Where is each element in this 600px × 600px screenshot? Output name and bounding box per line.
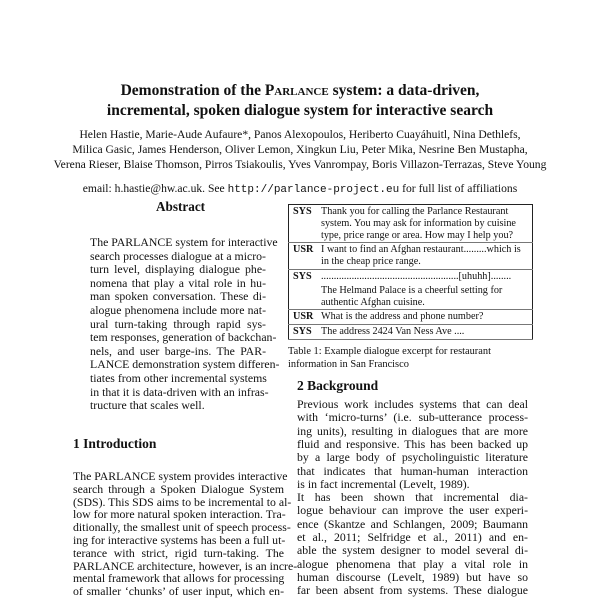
text-line: alogue phenomena that play a vital role in	[297, 556, 528, 571]
title-system-name: Parlance	[264, 82, 329, 99]
utterance-text: ......................................................[uhuhh]........	[321, 270, 512, 282]
text-line: tiates from other incremental systems	[90, 371, 267, 385]
text-line: fluid and responsive. This has been backed up	[297, 436, 528, 451]
dialogue-row	[289, 269, 533, 283]
text-line: mental framework that allows for processing	[73, 571, 285, 586]
text-line: search processes dialogue at a micro-	[90, 248, 266, 263]
text-line: (SDS). This SDS aims to be incremental to al-	[73, 494, 292, 509]
title-text: system: a data-driven,	[328, 82, 480, 99]
paper-title-line-2: incremental, spoken dialogue system for interactive search	[106, 102, 494, 119]
dialogue-row	[289, 325, 533, 340]
text-line: terance with strict, rigid turn-taking. The	[73, 545, 284, 560]
text-line: by a large body of psycholinguistic literature	[297, 450, 528, 465]
speaker-label: SYS	[289, 325, 318, 340]
text-line: tructure that scales well.	[90, 398, 205, 413]
speaker-label	[289, 284, 318, 310]
text-line: of smaller ‘chunks’ of user input, which en-	[73, 584, 284, 599]
text-line: It has been shown that incremental dia-	[297, 490, 528, 505]
speaker-label: USR	[289, 310, 318, 325]
speaker-label: SYS	[293, 270, 312, 282]
author-line: Helen Hastie, Marie-Aude Aufaure*, Panos Alexopoulos, Heriberto Cuayáhuitl, Nina Dethlefs,	[79, 128, 521, 141]
utterance-text: What is the address and phone number?	[317, 310, 533, 325]
title-text: Demonstration of the	[120, 82, 265, 99]
text-line: The PARLANCE system for interactive	[90, 235, 278, 249]
text-line: with ‘micro-turns’ (i.e. sub-utterance process-	[297, 410, 528, 425]
text-line: in that it is data-driven with an infras-	[90, 384, 269, 399]
dialogue-row	[289, 205, 533, 243]
text-line: ing for interactive systems has been a full ut-	[73, 533, 286, 547]
project-url[interactable]: http://parlance-project.eu	[227, 184, 400, 196]
section-heading-introduction: 1 Introduction	[73, 436, 157, 451]
text-line: tem responses, generation of backchan-	[90, 330, 277, 345]
dialogue-row	[289, 243, 533, 270]
text-line: ditionally, the smallest unit of speech process-	[73, 520, 291, 535]
text-line: nomena that play a vital role in hu-	[90, 275, 266, 290]
utterance-text: The Helmand Palace is a cheerful setting for authentic Afghan cuisine.	[317, 284, 533, 310]
text-line: turn level, displaying dialogue phe-	[90, 262, 266, 277]
dialogue-row	[289, 310, 533, 325]
section-heading-background: 2 Background	[297, 378, 379, 393]
text-line: nels, and user barge-ins. The PAR-	[90, 343, 266, 358]
text-line: that indicates that human-human interaction	[297, 463, 528, 478]
author-line: Milica Gasic, James Henderson, Oliver Lemon, Xingkun Liu, Peter Mika, Nesrine Ben Mustapha,	[72, 143, 528, 156]
text-line: Previous work includes systems that can deal	[297, 397, 528, 411]
utterance-text: I want to find an Afghan restaurant.........which is in the cheap price range.	[317, 243, 533, 270]
text-line: alogue phenomena include more nat-	[90, 303, 266, 317]
text-line: PARLANCE architecture, however, is an incre-	[73, 558, 298, 573]
text-line: low for more natural spoken interaction. Tra-	[73, 507, 286, 522]
text-line: search through a Spoken Dialogue System	[73, 481, 284, 496]
text-line: ence (Skantze and Schlangen, 2009; Baumann	[297, 516, 528, 531]
contact-line	[0, 182, 600, 196]
utterance-text: Thank you for calling the Parlance Restaurant system. You may ask for information by cuisine type, price range or area. How may I help you?	[317, 205, 533, 243]
speaker-label: USR	[289, 243, 318, 270]
text-line: logue behaviour can improve the user experi-	[297, 503, 528, 518]
text-line: man spoken conversation. These di-	[90, 289, 266, 304]
text-line: The PARLANCE system provides interactive	[73, 469, 288, 483]
dialogue-row	[289, 284, 533, 310]
text-line: ural turn-taking through rapid sys-	[90, 316, 266, 331]
text-line: human discourse (Levelt, 1989) but have so	[297, 569, 528, 584]
contact-email: email: h.hastie@hw.ac.uk. See	[82, 182, 228, 195]
text-line: far been absent from systems. These dialogue	[297, 583, 528, 598]
paper-title-line-1	[0, 82, 600, 100]
contact-text: for full list of affiliations	[399, 182, 518, 195]
text-line: LANCE demonstration system differen-	[90, 357, 280, 372]
text-line: et al., 2011; Selfridge et al., 2011) and en-	[297, 530, 528, 544]
text-line: able the system designer to model several di-	[297, 543, 528, 558]
text-line: is in fact incremental (Levelt, 1989).	[297, 476, 470, 491]
abstract-heading: Abstract	[156, 199, 206, 214]
utterance-text: The address 2424 Van Ness Ave ....	[317, 325, 533, 340]
table-caption: Table 1: Example dialogue excerpt for restaurant information in San Francisco	[288, 346, 491, 370]
speaker-label: SYS	[289, 205, 318, 243]
author-line: Verena Rieser, Blaise Thomson, Pirros Tsiakoulis, Yves Vanrompay, Boris Villazon-Terrazas, Steve Young	[53, 158, 547, 171]
dialogue-table	[288, 204, 533, 340]
text-line: ing units), resulting in dialogues that are more	[297, 423, 528, 438]
